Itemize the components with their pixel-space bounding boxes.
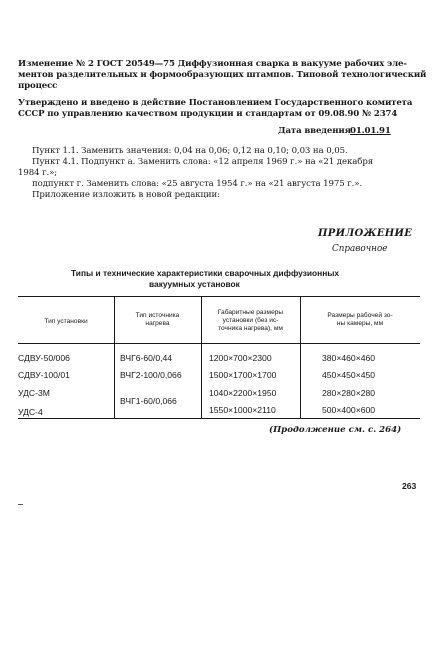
row-1-type: СДВУ-50/006 (18, 353, 70, 363)
appendix-title: ПРИЛОЖЕНИЕ (318, 228, 413, 239)
appendix-subtitle: Справочное (332, 244, 388, 254)
amendment-line-1: Изменение № 2 ГОСТ 20549—75 Диффузионная сварка в вакууме рабочих эле- (18, 59, 407, 69)
body-line-1: Пункт 1.1. Заменить значения: 0,04 на 0,06; 0,12 на 0,10; 0,03 на 0,05. (32, 146, 348, 156)
header-source-line-2: нагрева (145, 320, 170, 327)
amendment-line-3: процесс (18, 81, 58, 91)
row-2-zone: 450×450×450 (322, 370, 376, 380)
row-1-zone: 380×460×460 (322, 353, 376, 363)
approved-line-1: Утверждено и введено в действие Постановлением Государственного комитета (18, 98, 413, 108)
row-3-zone: 280×280×280 (322, 388, 376, 398)
header-overall-line-3: точника нагрева), мм (218, 325, 283, 332)
body-line-2: Пункт 4.1. Подпункт а. Заменить слова: «12 апреля 1969 г.» на «21 декабря (32, 157, 374, 167)
header-source-line-1: Тип источника (135, 312, 180, 319)
body-line-4: подпункт г. Заменить слова: «25 августа 1954 г.» на «21 августа 1975 г.». (32, 179, 363, 189)
header-overall-line-1: Габаритные размеры (217, 309, 284, 316)
row-4-zone: 500×400×600 (322, 405, 376, 415)
row-2-source: ВЧГ2-100/0,066 (120, 370, 182, 380)
header-type: Тип установки (44, 318, 88, 325)
row-3-source: ВЧГ1-60/0,066 (120, 396, 177, 406)
header-zone-line-2: ны камеры, мм (336, 320, 384, 327)
row-3-overall: 1040×2200×1950 (209, 388, 277, 398)
table-header-rule (18, 343, 420, 344)
header-overall-line-2: установки (без ис- (222, 317, 279, 324)
row-1-source: ВЧГ6-60/0,44 (120, 353, 173, 363)
body-line-5: Приложение изложить в новой редакции: (32, 190, 220, 200)
table-caption-line-1: Типы и технические характеристики сварочных диффузионных (71, 268, 340, 278)
effective-date-value: 01.01.91 (350, 126, 391, 136)
body-line-3: 1984 г.»; (18, 168, 58, 178)
effective-date-label: Дата введения (278, 126, 351, 136)
row-2-overall: 1500×1700×1700 (209, 370, 277, 380)
table-top-rule (18, 296, 420, 297)
approved-line-2: СССР по управлению качеством продукции и стандартам от 09.08.90 № 2374 (18, 109, 398, 119)
table-continued-note: (Продолжение см. с. 264) (269, 425, 402, 435)
table-bottom-rule (18, 418, 420, 419)
row-4-type: УДС-4 (18, 407, 43, 417)
page-number: 263 (402, 481, 417, 491)
row-4-overall: 1550×1000×2110 (209, 405, 276, 415)
amendment-line-2: ментов разделительных и формообразующих штампов. Типовой технологический (18, 70, 427, 80)
table-caption-line-2: вакуумных установок (149, 279, 240, 289)
scan-mark (18, 504, 23, 505)
row-1-overall: 1200×700×2300 (209, 353, 272, 363)
header-zone-line-1: Размеры рабочей зо- (327, 312, 393, 319)
row-3-type: УДС-3М (18, 388, 50, 398)
row-2-type: СДВУ-100/01 (18, 370, 70, 380)
